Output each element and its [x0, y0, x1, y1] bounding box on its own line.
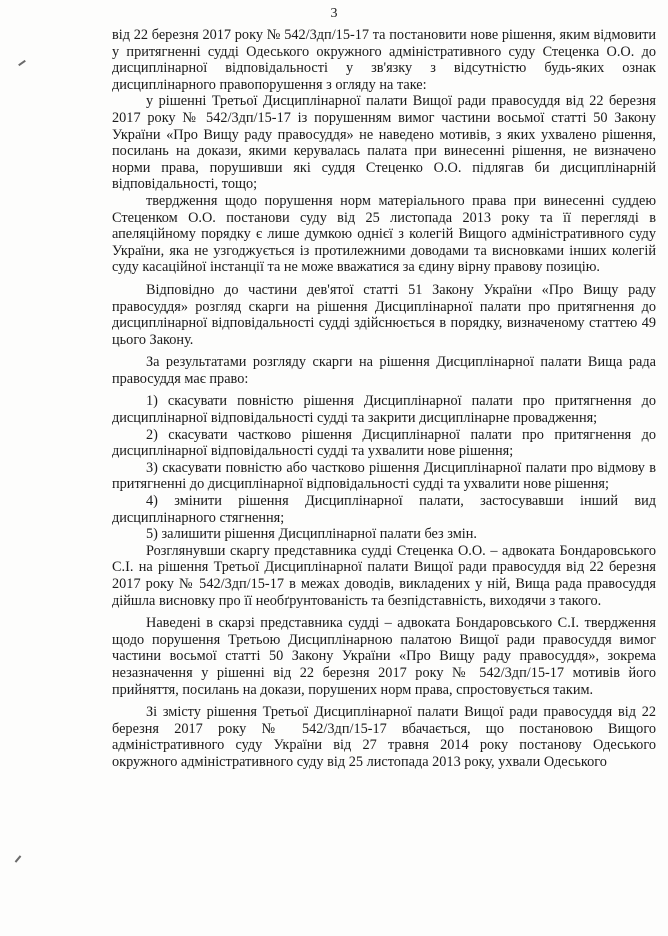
list-item: 4) змінити рішення Дисциплінарної палати, застосувавши інший вид дисциплінарного стягнення; — [112, 493, 656, 526]
paragraph: від 22 березня 2017 року № 542/3дп/15-17 та постановити нове рішення, яким відмовити у притягненні судді Одеського окружного адміністративного суду Стеценка О.О. до дисциплінарної відповідальності у зв'язку з відсутністю будь-яких ознак дисциплінарного правопорушення з огляду на таке: — [112, 27, 656, 93]
margin-mark — [18, 60, 26, 66]
list-item: 1) скасувати повністю рішення Дисциплінарної палати про притягнення до дисциплінарної відповідальності судді та закрити дисциплінарне провадження; — [112, 393, 656, 427]
paragraph: у рішенні Третьої Дисциплінарної палати Вищої ради правосуддя від 22 березня 2017 року № 542/3дп/15-17 із порушенням вимог частини восьмої статті 50 Закону України «Про Вищу раду правосуддя» не наведено мотивів, з яких ухвалено рішення, посилань на докази, якими керувалась палата при винесенні рішення, не визначено норми права, порушивши які суддя Стеценко О.О. підлягав би дисциплінарній відповідальності, тощо; — [112, 93, 656, 193]
document-body — [112, 27, 656, 771]
paragraph: Відповідно до частини дев'ятої статті 51 Закону України «Про Вищу раду правосуддя» розгляд скарги на рішення Дисциплінарної палати про притягнення до дисциплінарної відповідальності судді здійснюється в порядку, визначеному статтею 49 цього Закону. — [112, 281, 656, 348]
paragraph: Зі змісту рішення Третьої Дисциплінарної палати Вищої ради правосуддя від 22 березня 2017 року № 542/3дп/15-17 вбачається, що постановою Вищого адміністративного суду України від 27 травня 2014 року постанову Одеського окружного адміністративного суду від 25 листопада 2013 року, ухвали Одеського — [112, 704, 656, 770]
paragraph: твердження щодо порушення норм матеріального права при винесенні суддею Стеценком О.О. постанови суду від 25 листопада 2013 року та її перегляді в апеляційному порядку є лише думкою однієї з колегій Вищого адміністративного суду України, яка не узгоджується із протилежними доводами та висновками інших колегій суду касаційної інстанції та не може вважатися за єдину вірну правову позицію. — [112, 192, 656, 276]
list-item: 2) скасувати частково рішення Дисциплінарної палати про притягнення до дисциплінарної відповідальності судді та ухвалити нове рішення; — [112, 426, 656, 460]
paragraph: Наведені в скарзі представника судді – адвоката Бондаровського С.І. твердження щодо порушення Третьою Дисциплінарною палатою Вищої ради правосуддя вимог частини восьмої статті 50 Закону України «Про Вищу раду правосуддя», зокрема незазначення у рішенні від 22 березня 2017 року № 542/3дп/15-17 мотивів його прийняття, посилань на докази, порушених норм права, спростовується таким. — [112, 615, 656, 698]
paragraph: Розглянувши скаргу представника судді Стеценка О.О. – адвоката Бондаровського С.І. на рішення Третьої Дисциплінарної палати Вищої ради правосуддя від 22 березня 2017 року № 542/3дп/15-17 в межах доводів, викладених у ній, Вища рада правосуддя дійшла висновку про її необґрунтованість та безпідставність, виходячи з такого. — [112, 542, 656, 609]
paragraph: За результатами розгляду скарги на рішення Дисциплінарної палати Вища рада правосуддя має право: — [112, 354, 656, 387]
list-item: 3) скасувати повністю або частково рішення Дисциплінарної палати про відмову в притягненні до дисциплінарної відповідальності судді та ухвалити нове рішення; — [112, 459, 656, 493]
list-item: 5) залишити рішення Дисциплінарної палати без змін. — [146, 526, 477, 543]
margin-mark — [15, 855, 22, 862]
page-number: 3 — [330, 6, 338, 21]
